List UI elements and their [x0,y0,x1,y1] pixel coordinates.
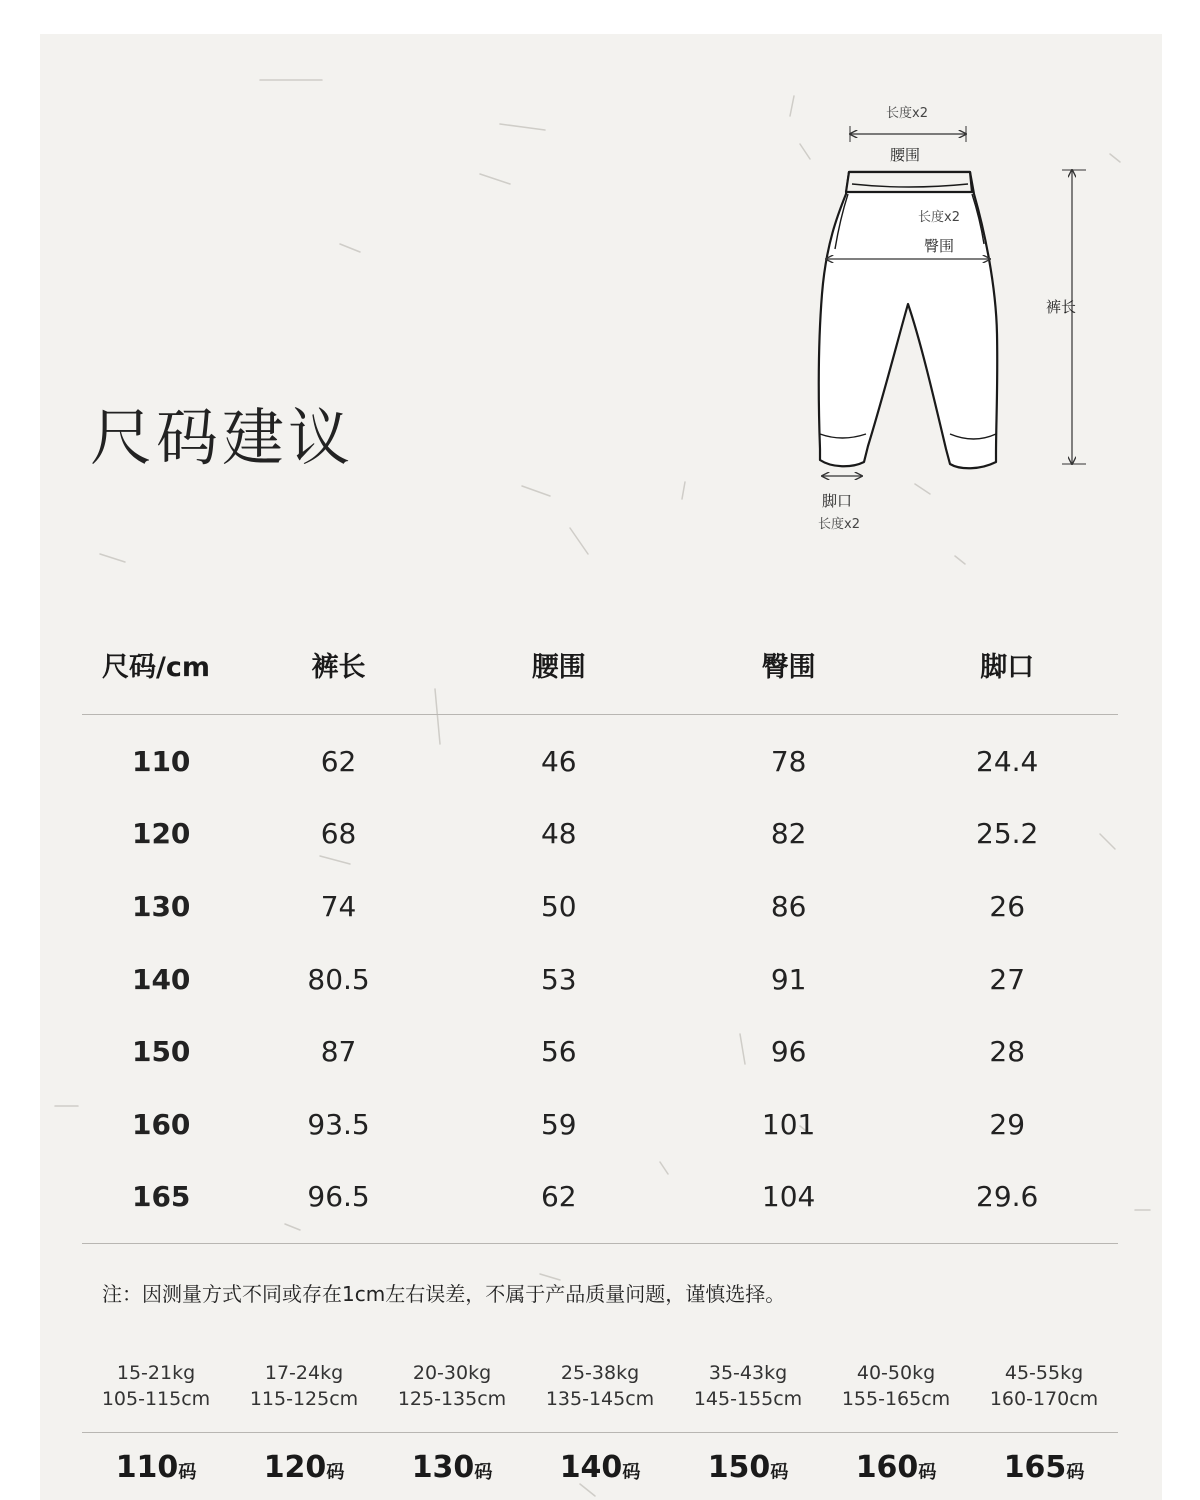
size-guide-panel [40,34,1162,1500]
height-range: 160-170cm [989,1388,1099,1410]
size-unit: 码 [770,1462,789,1483]
size-number: 140 [559,1449,623,1485]
reference-cell [674,1352,822,1432]
weight-range: 17-24kg [264,1362,344,1384]
waist-length-note: 长度x2 [886,106,928,121]
table-row [82,715,1118,798]
size-unit: 码 [1066,1462,1085,1483]
pants-length-cell: 96.5 [240,1161,436,1244]
size-cell: 150 [131,1035,191,1069]
size-cell: 165 [82,1161,240,1244]
size-unit: 码 [918,1462,937,1483]
header-waist: 腰围 [437,614,681,715]
hip-cell: 82 [770,817,807,851]
waist-cell: 56 [540,1035,577,1069]
size-cell: 140 [131,962,191,996]
weight-range: 15-21kg [116,1362,196,1384]
cuff-cell: 26 [989,889,1026,923]
cuff-cell: 29 [989,1107,1026,1141]
cuff-cell: 28 [989,1035,1026,1069]
size-cell: 160 [131,1107,191,1141]
size-label [822,1433,970,1500]
size-number: 150 [707,1449,771,1485]
size-unit: 码 [326,1462,345,1483]
cuff-label: 脚口 [822,492,853,510]
waist-cell: 53 [540,962,577,996]
cuff-length-note: 长度x2 [818,517,860,532]
pants-length-cell: 68 [320,817,357,851]
hip-cell: 91 [770,962,807,996]
waist-label: 腰围 [890,146,921,164]
cuff-cell: 24.4 [976,744,1039,778]
hip-cell: 86 [770,889,807,923]
header-cuff: 脚口 [896,614,1118,715]
pants-diagram [800,94,1100,564]
weight-range: 25-38kg [560,1362,640,1384]
hip-cell: 104 [681,1161,897,1244]
weight-range: 45-55kg [1004,1362,1084,1384]
size-cell: 110 [131,744,191,778]
reference-cell [526,1352,674,1432]
weight-height-row [82,1352,1118,1433]
hip-cell: 96 [770,1035,807,1069]
cuff-cell: 25.2 [976,817,1039,851]
size-unit: 码 [178,1462,197,1483]
height-range: 145-155cm [693,1388,803,1410]
reference-cell [822,1352,970,1432]
height-range: 115-125cm [249,1388,359,1410]
pants-length-cell: 80.5 [307,962,370,996]
hip-cell: 78 [770,744,807,778]
waist-cell: 50 [540,889,577,923]
pants-length-cell: 62 [320,744,357,778]
waist-cell: 48 [540,817,577,851]
size-number: 165 [1003,1449,1067,1485]
size-label [526,1433,674,1500]
height-range: 135-145cm [545,1388,655,1410]
header-pants-length: 裤长 [240,614,436,715]
pants-length-label: 裤长 [1046,298,1077,316]
hip-label: 臀围 [924,237,955,255]
height-range: 125-135cm [397,1388,507,1410]
size-label [378,1433,526,1500]
size-unit: 码 [474,1462,493,1483]
cuff-cell: 27 [989,962,1026,996]
size-number: 110 [115,1449,179,1485]
height-range: 105-115cm [101,1388,211,1410]
table-row [82,943,1118,1016]
weight-range: 35-43kg [708,1362,788,1384]
page-title: 尺码建议 [90,401,355,474]
table-row [82,1161,1118,1244]
waist-cell: 46 [540,744,577,778]
table-row [82,1088,1118,1161]
header-hip: 臀围 [681,614,897,715]
table-row [82,870,1118,943]
size-label [230,1433,378,1500]
size-cell: 120 [131,817,191,851]
weight-range: 20-30kg [412,1362,492,1384]
size-label [970,1433,1118,1500]
size-unit: 码 [622,1462,641,1483]
header-size: 尺码/cm [82,614,240,715]
hip-cell: 101 [761,1107,816,1141]
size-table [82,614,1118,1244]
table-row [82,798,1118,871]
size-label [82,1433,230,1500]
size-label [674,1433,822,1500]
reference-cell [230,1352,378,1432]
height-range: 155-165cm [841,1388,951,1410]
reference-cell [378,1352,526,1432]
size-label-row [82,1433,1118,1500]
size-number: 120 [263,1449,327,1485]
hip-length-note: 长度x2 [918,210,960,225]
weight-range: 40-50kg [856,1362,936,1384]
waist-cell: 62 [437,1161,681,1244]
cuff-cell: 29.6 [896,1161,1118,1244]
reference-cell [82,1352,230,1432]
size-reference-grid [82,1352,1118,1500]
size-cell: 130 [131,889,191,923]
reference-cell [970,1352,1118,1432]
pants-length-cell: 93.5 [307,1107,370,1141]
pants-length-cell: 87 [320,1035,357,1069]
waist-cell: 59 [540,1107,577,1141]
size-number: 130 [411,1449,475,1485]
size-number: 160 [855,1449,919,1485]
table-header-row [82,614,1118,715]
table-row [82,1015,1118,1088]
measurement-note: 注：因测量方式不同或存在1cm左右误差，不属于产品质量问题，谨慎选择。 [102,1282,786,1306]
pants-length-cell: 74 [320,889,357,923]
